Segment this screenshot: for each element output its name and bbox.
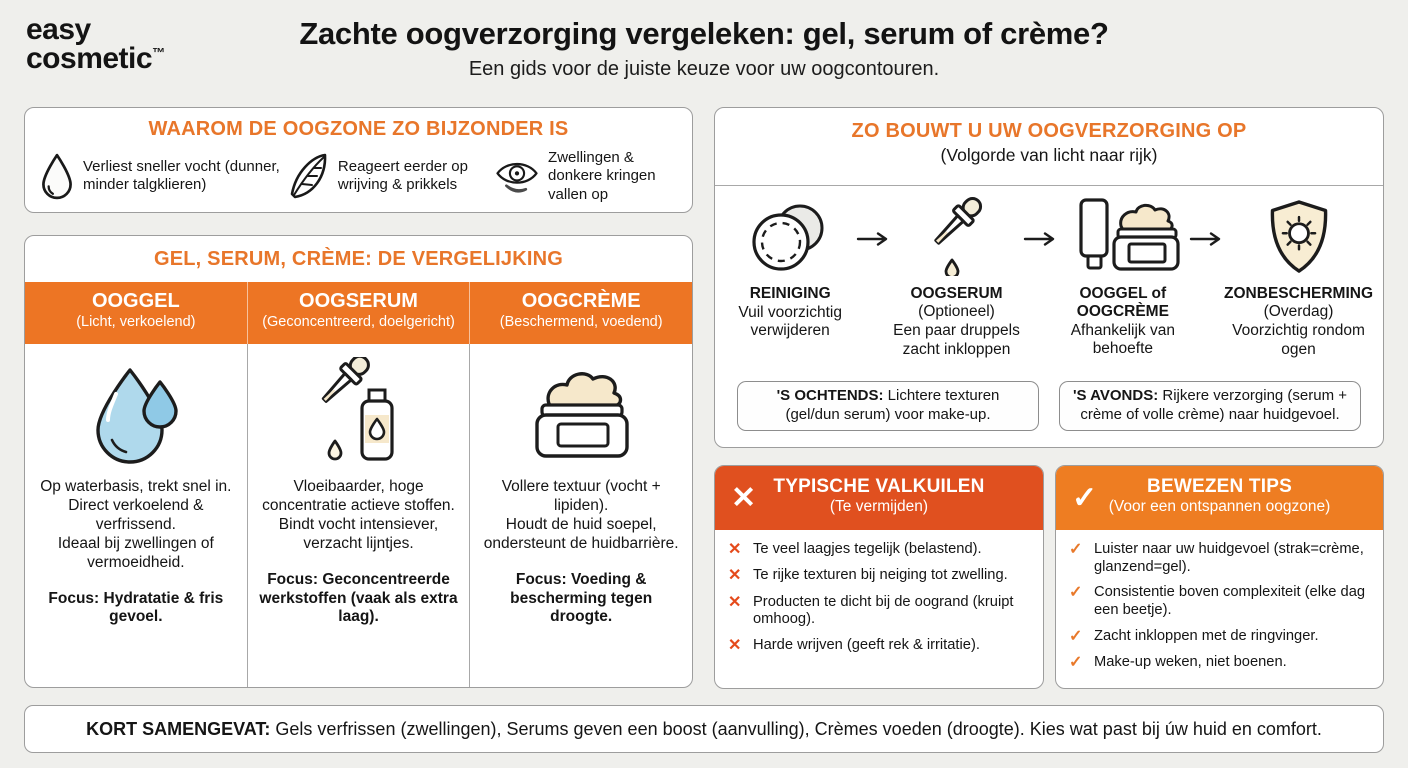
routine-notes [737,381,1361,431]
comparison-body [25,344,692,688]
arrow-icon [1188,232,1224,360]
note-label: 'S OCHTENDS: [776,387,884,404]
pitfall-item: ✕ Te veel laagjes tegelijk (belastend). [728,541,982,558]
why-box-title: WAAROM DE OOGZONE ZO BIJZONDER IS [148,118,569,140]
routine-steps [725,196,1373,360]
check-icon: ✓ [1069,541,1083,558]
why-item-friction [286,149,494,204]
tips-subtitle: (Voor een ontspannen oogzone) [1108,498,1331,515]
trademark-symbol: ™ [152,44,165,60]
water-drop-icon [34,354,238,470]
page-subtitle: Een gids voor de juiste keuze voor uw oogcontouren. [468,58,940,80]
step-ooggel-oogcreme: OOGGEL of OOGCRÈME Afhankelijk van behoefte [1058,196,1188,360]
column-tagline: (Beschermend, voedend) [499,314,663,330]
pitfall-item: ✕ Harde wrijven (geeft rek & irritatie). [728,637,980,655]
droplet-icon [39,152,75,200]
pitfall-item: ✕ Te rijke texturen bij neiging tot zwelling. [728,567,1008,585]
dropper-icon [921,196,993,276]
arrow-icon [855,232,891,360]
column-tagline: (Geconcentreerd, doelgericht) [262,314,455,330]
routine-subtitle: (Volgorde van licht naar rijk) [940,145,1158,165]
check-icon: ✓ [1072,481,1098,515]
column-name: OOGGEL [91,290,180,312]
why-item-label: Zwellingen & donkere kringen vallen op [548,149,656,203]
tube-jar-icon [1065,196,1181,276]
pitfalls-header [715,466,1043,530]
column-name: OOGSERUM [299,290,418,312]
divider [715,185,1383,186]
serum-dropper-bottle-icon [257,354,461,470]
column-oogcreme [469,344,692,688]
summary-text: Gels verfrissen (zwellingen), Serums geven een boost (aanvulling), Crèmes voeden (droogte). Kies wat past bij úw huid en comfort. [270,718,1322,739]
pitfall-item: ✕ Producten te dicht bij de oogrand (kruipt omhoog). [728,593,1014,628]
check-icon: ✓ [1069,653,1083,671]
routine-box [714,107,1384,448]
tip-item: ✓ Zacht inkloppen met de ringvinger. [1069,627,1319,645]
column-tagline: (Licht, verkoelend) [76,314,196,330]
column-focus: Focus: Hydratatie & fris gevoel. [48,589,224,626]
column-desc2: Houdt de huid soepel, ondersteunt de huidbarrière. [483,515,679,552]
summary-label: KORT SAMENGEVAT: [86,718,271,739]
step-oogserum: OOGSERUM (Optioneel) Een paar druppels zacht inkloppen [891,196,1021,360]
feather-icon [286,152,330,200]
column-ooggel [25,344,247,688]
x-icon: ✕ [728,541,742,558]
check-icon: ✓ [1069,584,1083,602]
why-item-label: Verliest sneller vocht (dunner, minder talgklieren) [83,158,280,194]
routine-title: ZO BOUWT U UW OOGVERZORGING OP [851,120,1247,142]
column-desc2: Bindt vocht intensiever, verzacht lijntjes. [278,515,439,552]
tip-item: ✓ Make-up weken, niet boenen. [1069,653,1287,671]
x-icon: ✕ [728,637,742,655]
step-reiniging: REINIGING Vuil voorzichtig verwijderen [725,196,855,360]
note-evening [1059,381,1361,431]
cream-jar-icon [479,354,683,470]
column-desc1: Vollere textuur (vocht + lipiden). [501,478,661,514]
why-item-moisture [39,149,286,204]
comparison-header-row [25,282,692,344]
comparison-box [24,235,693,688]
eye-icon [494,155,540,197]
comparison-title: GEL, SERUM, CRÈME: DE VERGELIJKING [153,248,564,270]
x-icon: ✕ [728,567,742,585]
note-morning [737,381,1039,431]
pitfalls-box [714,465,1044,689]
column-name: OOGCRÈME [521,290,641,312]
page-title: Zachte oogverzorging vergeleken: gel, serum of crème? [299,16,1109,51]
column-desc1: Op waterbasis, trekt snel in. Direct verkoelend & verfrissend. [40,478,232,533]
tip-item: ✓ Consistentie boven complexiteit (elke dag een beetje). [1069,584,1366,618]
column-header-oogcreme [469,282,692,344]
summary-bar [24,705,1384,753]
why-items [25,141,692,204]
column-desc1: Vloeibaarder, hoge concentratie actieve stoffen. [262,478,455,514]
column-focus: Focus: Geconcentreerde werkstoffen (vaak als extra laag). [259,570,458,626]
x-icon: ✕ [728,593,742,611]
column-focus: Focus: Voeding & bescherming tegen droogte. [510,570,653,626]
column-header-ooggel [25,282,247,344]
tips-box [1055,465,1384,689]
tips-header [1056,466,1383,530]
column-oogserum [247,344,470,688]
why-item-label: Reageert eerder op wrijving & prikkels [337,158,468,194]
tips-title: BEWEZEN TIPS [1147,476,1292,497]
shield-sun-icon [1263,196,1335,276]
pitfalls-title: TYPISCHE VALKUILEN [773,476,985,497]
tip-item: ✓ Luister naar uw huidgevoel (strak=crème, glanzend=gel). [1069,541,1364,575]
why-eye-zone-box [24,107,693,213]
tips-list [1056,530,1383,672]
column-header-oogserum [247,282,470,344]
note-text: Rijkere verzorging (serum + crème of volle crème) naar huidgevoel. [1080,387,1348,423]
x-icon: ✕ [731,481,757,515]
arrow-icon [1022,232,1058,360]
cotton-pad-icon [747,196,833,276]
note-label: 'S AVONDS: [1072,387,1159,404]
brand-line1: easy [26,13,91,46]
note-text: Lichtere texturen (gel/dun serum) voor make-up. [785,387,1000,423]
step-zonbescherming: ZONBESCHERMING (Overdag) Voorzichtig rondom ogen [1224,196,1373,360]
why-item-circles [494,149,678,204]
pitfalls-list [715,530,1043,655]
check-icon: ✓ [1069,627,1083,645]
pitfalls-subtitle: (Te vermijden) [829,498,929,515]
brand-line2: cosmetic [26,41,153,75]
column-desc2: Ideaal bij zwellingen of vermoeidheid. [57,534,214,571]
